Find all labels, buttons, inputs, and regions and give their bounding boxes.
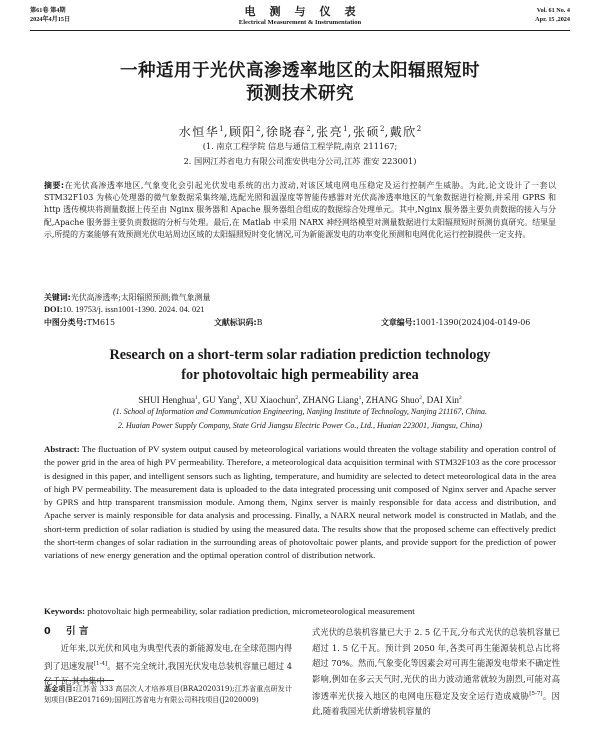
citation-ref[interactable]: [1-4] bbox=[93, 660, 108, 667]
journal-name-en: Electrical Measurement & Instrumentation bbox=[238, 19, 362, 26]
author-en: XU Xiaochun bbox=[244, 395, 296, 406]
authors-en: SHUI Henghua$^1$, GU Yang$^2$, XU Xiaochun$^2$, ZHANG Liang$^1$, ZHANG Shuo$^2$, DAI Xin$^2$ bbox=[138, 395, 462, 406]
author-en-sup: 2 bbox=[459, 395, 462, 401]
paper-title-cn bbox=[40, 60, 560, 106]
abstract-en bbox=[44, 443, 556, 563]
section-heading bbox=[44, 625, 292, 639]
intro-paragraph-continued bbox=[312, 625, 560, 720]
doi-value[interactable]: 10. 19753/j. issn1001-1390. 2024. 04. 021 bbox=[62, 305, 205, 314]
intro-text: 。因此,随着我国光伏新增装机容量的 bbox=[312, 690, 560, 717]
keywords-en-text: photovoltaic high permeability, solar radiation prediction, micrometeorological measurement bbox=[87, 606, 415, 616]
author-cn: 张硕 bbox=[352, 125, 380, 139]
author-cn: 张亮 bbox=[316, 125, 344, 139]
body-column-right bbox=[312, 625, 560, 720]
author-cn-sup: 1 bbox=[343, 125, 348, 133]
section-number: 0 bbox=[44, 626, 51, 637]
date-cn: 2024年4月15日 bbox=[30, 16, 71, 23]
author-en-sup: 2 bbox=[419, 395, 422, 401]
affiliation-cn-1: (1. 南京工程学院 信息与通信工程学院,南京 211167; bbox=[202, 141, 398, 151]
section-title: 引 言 bbox=[66, 626, 89, 637]
doi-label: DOI: bbox=[44, 305, 63, 314]
author-cn-sup: 1 bbox=[219, 125, 224, 133]
author-cn-sup: 2 bbox=[306, 125, 311, 133]
intro-text: 式光伏的总装机容量已大于 2. 5 亿千瓦,分布式光伏的总装机容量已超过 1. 5 亿千瓦。预计到 2050 年,各类可再生能源装机总占比将超过 70%。然而,气象变化等因素会对可再生能源发电带来不确定性影响,例如在多云天气时,光伏的出力波动通常就较为剧烈,可能对高渗透率光伏接入地区的电网电压稳定及安全运行造成威胁 bbox=[312, 627, 560, 701]
clc-value: TM615 bbox=[86, 318, 116, 327]
citation-ref[interactable]: [5-7] bbox=[529, 691, 543, 697]
journal-name-cn: 电测与仪表 bbox=[244, 5, 370, 18]
author-cn-sup: 2 bbox=[256, 125, 261, 133]
author-en-sup: 2 bbox=[236, 395, 240, 401]
date-en: Apr. 15 ,2024 bbox=[535, 16, 570, 23]
keywords-cn-label: 关键词: bbox=[44, 293, 71, 302]
intro-text: 近年来,以光伏和风电为典型代表的新能源发电,在全球范围内得到了迅速发展 bbox=[44, 643, 292, 671]
author-en: ZHANG Liang bbox=[302, 395, 359, 406]
affiliation-en-2: 2. Huaian Power Supply Company, State Grid Jiangsu Electric Power Co., Ltd., Huaian 223001, Jiangsu, China) bbox=[117, 421, 483, 430]
title-en-line-2: for photovoltaic high permeability area bbox=[181, 367, 419, 383]
volume-issue-en: Vol. 61 No. 4 bbox=[536, 7, 570, 14]
header-rule bbox=[30, 30, 570, 31]
title-cn-line-2: 预测技术研究 bbox=[246, 84, 354, 104]
doc-code-value: B bbox=[256, 318, 263, 327]
intro-text: 。据不完全统计,我国光伏发电总装机容量已超过 4 亿千瓦;其中集中 bbox=[44, 660, 292, 686]
doi-line bbox=[44, 304, 556, 315]
author-cn: 水恒华 bbox=[178, 125, 220, 139]
intro-paragraph bbox=[44, 641, 292, 689]
author-cn: 戴欣 bbox=[389, 125, 417, 139]
keywords-cn bbox=[44, 292, 556, 303]
author-cn: 顾阳 bbox=[229, 125, 257, 139]
funding-label: 基金项目: bbox=[44, 685, 76, 693]
keywords-cn-text: 光伏高渗透率;太阳辐照预测;微气象测量 bbox=[70, 293, 211, 302]
author-cn: 徐晓春 bbox=[265, 125, 307, 139]
author-en-sup: 1 bbox=[358, 395, 362, 401]
article-number-value: 1001-1390(2024)04-0149-06 bbox=[415, 318, 531, 327]
keywords-en bbox=[44, 605, 556, 617]
abstract-cn-text: 在光伏高渗透率地区,气象变化会引起光伏发电系统的出力波动,对该区域电网电压稳定及运行控制产生威胁。为此,论文设计了一套以 STM32F103 为核心处理器的微气象数据采集终端,选配光照和温湿度等智能传感器对光伏高渗透率地区的气象数据进行检测,并采用 GPRS 和 http 透传模块将测量数据上传至由 Nginx 服务器和 Apache 服务器组合组成的数据综合处理单元。其中,Nginx 服务器主要负责数据的接入与分配,Apache 服务器主要负责数据的分析与处理。最后,在 Matlab 中采用 NARX 神经网络模型对测量数据进行太阳辐照短时预测仿真研究。结果显示,所提的方案能够有效预测光伏电站周边区域的太阳辐照短时变化情况,可为新能源发电的功率变化预测和电网优化运行控制提供一定支持。 bbox=[44, 181, 557, 239]
author-cn-sup: 2 bbox=[379, 125, 385, 133]
author-en: SHUI Henghua bbox=[138, 395, 196, 406]
header-center bbox=[30, 5, 570, 27]
author-en: ZHANG Shuo bbox=[365, 395, 420, 406]
affiliation-en-1: (1. School of Information and Communication Engineering, Nanjing Institute of Technology, Nanjing 211167, China. bbox=[112, 407, 488, 416]
volume-issue-cn: 第61卷 第4期 bbox=[30, 7, 66, 14]
abstract-cn bbox=[44, 180, 556, 241]
paper-title-en bbox=[40, 345, 560, 385]
author-en-sup: 2 bbox=[295, 395, 299, 401]
doc-code-label: 文献标识码: bbox=[214, 318, 257, 327]
clc-label: 中图分类号: bbox=[44, 318, 87, 327]
funding-text: 江苏省 333 高层次人才培养项目(BRA2020319);江苏省重点研发计划项目(BE2017169);国网江苏省电力有限公司科技项目(J2020009) bbox=[44, 685, 292, 704]
title-en-line-1: Research on a short-term solar radiation prediction technology bbox=[109, 347, 491, 363]
author-en: DAI Xin bbox=[426, 395, 460, 406]
abstract-en-text: The fluctuation of PV system output caused by meteorological variations would threaten the voltage stability and operation control of the power grid in the area of high PV permeability. Therefore, a meteorological data acquisition terminal with STM32F103 as the core processor is designed in this paper, and intelligent sensors such as lighting, temperature, and humidity are selected to detect meteorological data in the area of high PV permeability. The measurement data is uploaded to the data integrated processing unit composed of Nginx server and Apache server by GPRS and http transparent transmission module. Among them, Nginx server is mainly responsible for data access and distribution, and Apache server is mainly responsible for data analysis and processing. Finally, a NARX neural network model is constructed in Matlab, and the short-term prediction of solar radiation is studied by using the measured data. The results show that the proposed scheme can effectively predict the short-term changes of solar radiation in the surrounding areas of photovoltaic power plants, and provide support for the prediction of power variations of new energy generation and the optimal operation control of distribution network. bbox=[44, 444, 556, 561]
classification-line bbox=[44, 317, 556, 329]
header-right bbox=[535, 6, 570, 24]
article-number-label: 文章编号: bbox=[381, 318, 416, 327]
footnote-rule bbox=[44, 680, 114, 681]
author-en: GU Yang bbox=[202, 395, 237, 406]
abstract-en-label: Abstract: bbox=[44, 444, 80, 454]
title-cn-line-1: 一种适用于光伏高渗透率地区的太阳辐照短时 bbox=[120, 61, 480, 81]
keywords-en-label: Keywords: bbox=[44, 606, 86, 616]
funding-note bbox=[44, 684, 292, 705]
author-en-sup: 1 bbox=[195, 395, 198, 401]
abstract-cn-label: 摘要: bbox=[44, 181, 65, 190]
authors-cn: 水恒华$^1$,顾阳$^2$,徐晓春$^2$,张亮$^1$,张硕$^2$,戴欣$^2$ bbox=[178, 125, 422, 139]
affiliation-cn-2: 2. 国网江苏省电力有限公司淮安供电分公司,江苏 淮安 223001) bbox=[183, 156, 417, 166]
author-cn-sup: 2 bbox=[416, 125, 422, 133]
